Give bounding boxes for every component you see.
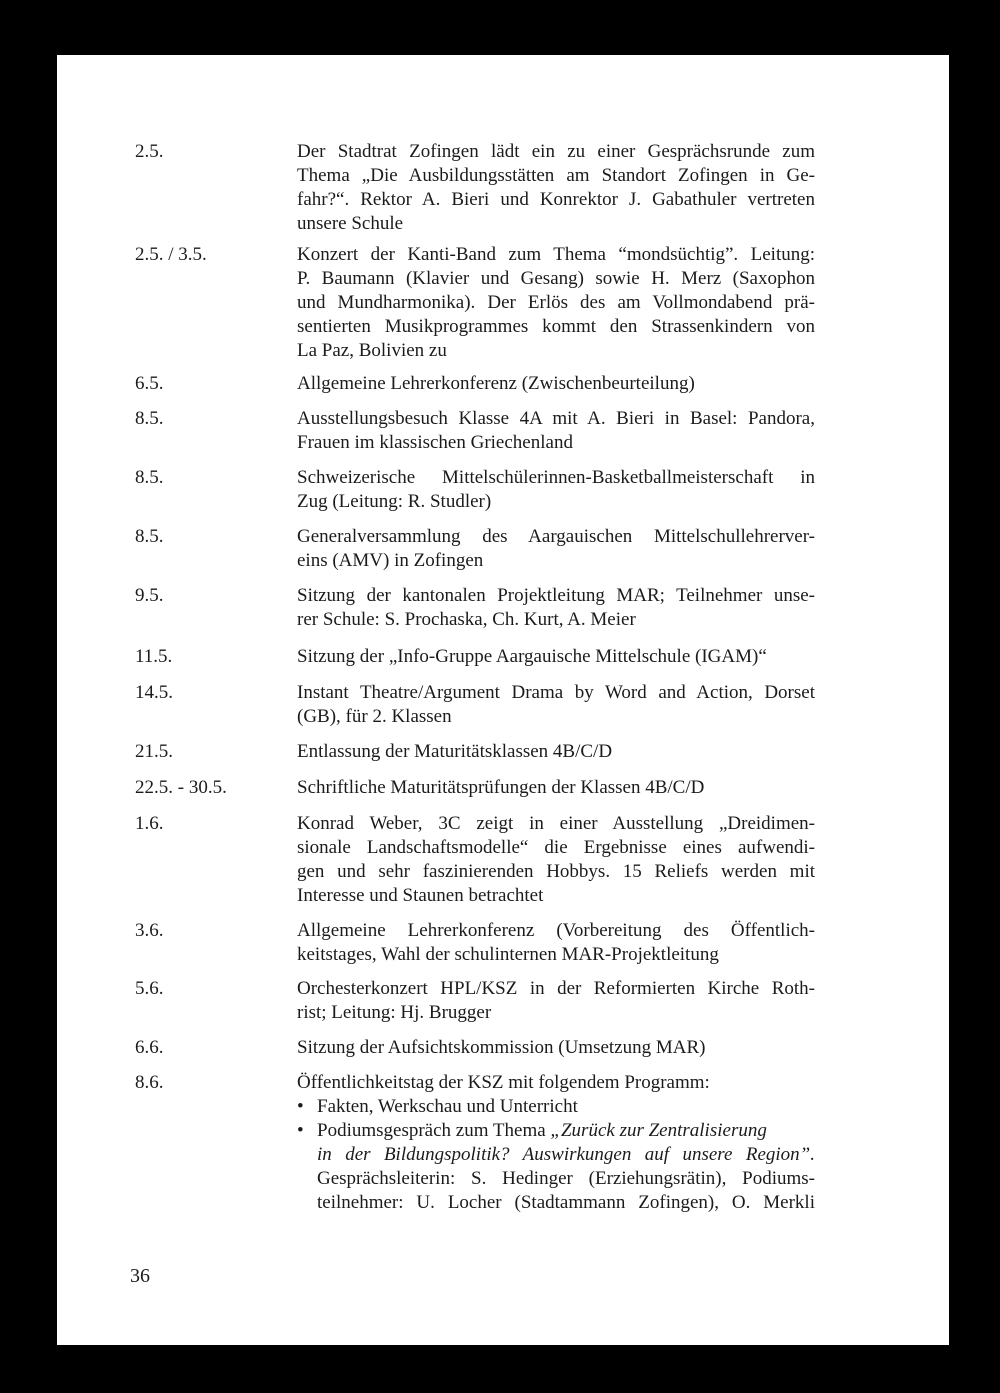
entry-text: Schweizerische Mittelschülerinnen-Basketballmeisterschaft in Zug (Leitung: R. Studler) — [297, 467, 815, 512]
entry-date: 3.6. — [135, 920, 164, 941]
entry-text: Generalversammlung des Aargauischen Mittelschullehrerver- eins (AMV) in Zofingen — [297, 526, 815, 571]
entry-date: 5.6. — [135, 978, 164, 999]
entry-text: Der Stadtrat Zofingen lädt ein zu einer Gesprächsrunde zum Thema „Die Ausbildungsstätten am Standort Zofingen in Ge- fahr?“. Rektor A. Bieri und Konrektor J. Gabathuler vertreten unsere Schule — [297, 141, 815, 234]
entry-text: Allgemeine Lehrerkonferenz (Vorbereitung des Öffentlich- keitstages, Wahl der schulinternen MAR-Projektleitung — [297, 920, 815, 965]
entry-date: 8.5. — [135, 467, 164, 488]
entry-date: 6.5. — [135, 373, 164, 394]
document-page — [57, 55, 949, 1345]
entry-date: 14.5. — [135, 682, 173, 703]
entry-text: Instant Theatre/Argument Drama by Word and Action, Dorset (GB), für 2. Klassen — [297, 682, 815, 727]
bullet-icon: • — [297, 1120, 304, 1141]
entry-date: 21.5. — [135, 741, 173, 762]
entry-text: Öffentlichkeitstag der KSZ mit folgendem Programm: • Fakten, Werkschau und Unterricht • Podiumsgespräch zum Thema „Zurück zur Zentralisierung in der Bildungspolitik? Auswirkungen auf unsere Region”. Gesprächsleiterin: S. Hedinger (Erziehungsrätin), Podiums- teilnehmer: U. Locher (Stadtammann Zofingen), O. Merkli — [297, 1072, 815, 1213]
page-number: 36 — [130, 1265, 150, 1287]
entry-text: Orchesterkonzert HPL/KSZ in der Reformierten Kirche Roth- rist; Leitung: Hj. Brugger — [297, 978, 815, 1023]
entry-date: 22.5. - 30.5. — [135, 777, 227, 798]
entry-text: Allgemeine Lehrerkonferenz (Zwischenbeurteilung) — [297, 373, 695, 394]
entry-date: 2.5. / 3.5. — [135, 244, 207, 265]
entry-date: 6.6. — [135, 1037, 164, 1058]
entry-text: Sitzung der kantonalen Projektleitung MAR; Teilnehmer unse- rer Schule: S. Prochaska, Ch. Kurt, A. Meier — [297, 585, 815, 630]
entry-date: 2.5. — [135, 141, 164, 162]
entry-text: Konrad Weber, 3C zeigt in einer Ausstellung „Dreidimen- sionale Landschaftsmodelle“ die Ergebnisse eines aufwendi- gen und sehr faszinierenden Hobbys. 15 Reliefs werden mit Interesse und Staunen betrachtet — [297, 813, 815, 906]
entry-date: 8.5. — [135, 408, 164, 429]
entry-text: Schriftliche Maturitätsprüfungen der Klassen 4B/C/D — [297, 777, 705, 798]
entry-date: 8.5. — [135, 526, 164, 547]
entry-date: 11.5. — [135, 646, 173, 667]
entry-text: Konzert der Kanti-Band zum Thema “mondsüchtig”. Leitung: P. Baumann (Klavier und Gesang) sowie H. Merz (Saxophon und Mundharmonika). Der Erlös des am Vollmondabend prä- sentierten Musikprogrammes kommt den Strassenkindern von La Paz, Bolivien zu — [297, 244, 815, 361]
entry-date: 8.6. — [135, 1072, 164, 1093]
bullet-item: • Podiumsgespräch zum Thema „Zurück zur Zentralisierung — [297, 1120, 767, 1141]
entry-text: Ausstellungsbesuch Klasse 4A mit A. Bieri in Basel: Pandora, Frauen im klassischen Griechenland — [297, 408, 815, 453]
entry-text: Sitzung der „Info-Gruppe Aargauische Mittelschule (IGAM)“ — [297, 646, 767, 667]
bullet-icon: • — [297, 1096, 304, 1117]
entry-date: 9.5. — [135, 585, 164, 606]
bullet-item: • Fakten, Werkschau und Unterricht — [297, 1096, 578, 1117]
entry-date: 1.6. — [135, 813, 164, 834]
entry-text: Sitzung der Aufsichtskommission (Umsetzung MAR) — [297, 1037, 706, 1058]
entry-text: Entlassung der Maturitätsklassen 4B/C/D — [297, 741, 613, 762]
